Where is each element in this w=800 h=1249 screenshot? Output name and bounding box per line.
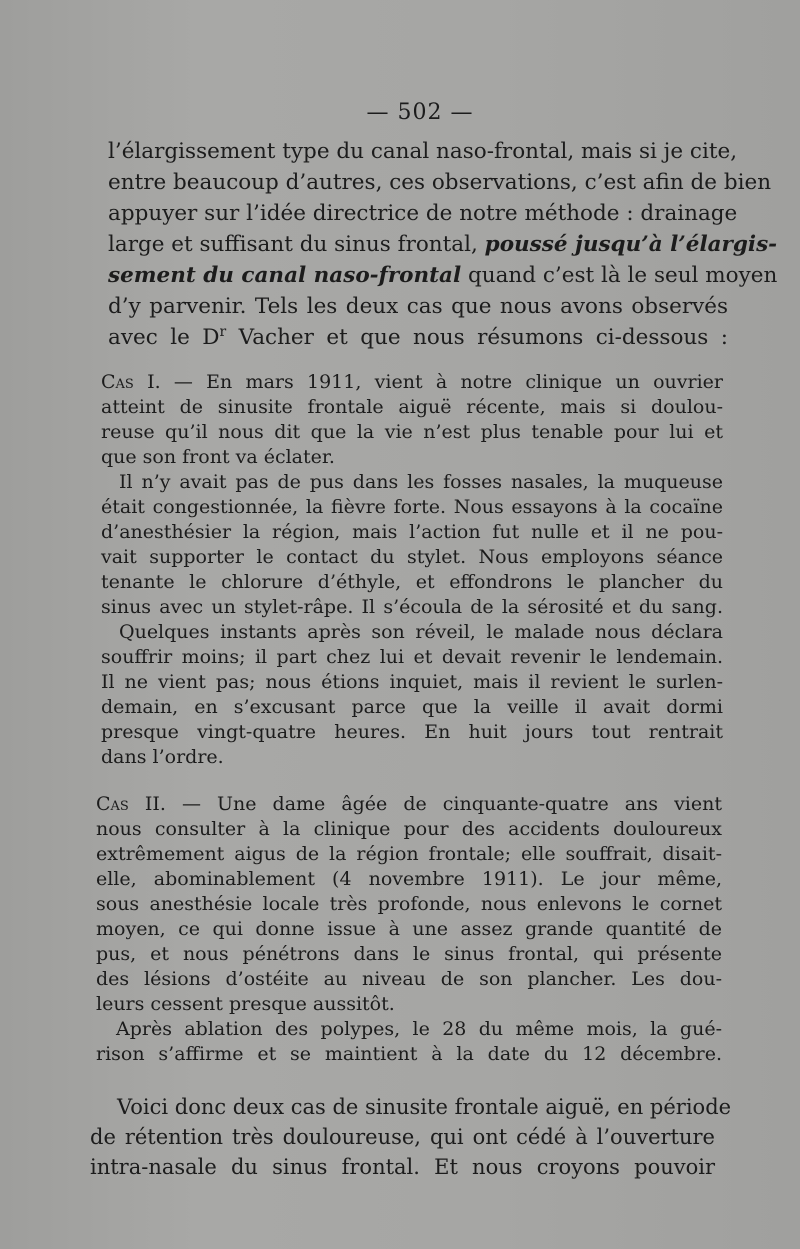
text-line: extrêmement aigus de la région frontale; elle souffrait, disait- bbox=[96, 843, 722, 865]
emphasis-text: poussé jusqu’à l’élargis- bbox=[484, 232, 778, 257]
text-line: de rétention très douloureuse, qui ont cédé à l’ouverture bbox=[90, 1125, 715, 1149]
text-line: vait supporter le contact du stylet. Nous employons séance bbox=[101, 546, 723, 568]
text-line: elle, abominablement (4 novembre 1911). Le jour même, bbox=[96, 868, 722, 890]
text-line: Il ne vient pas; nous étions inquiet, mais il revient le surlen- bbox=[101, 671, 723, 693]
text-line: des lésions d’ostéite au niveau de son plancher. Les dou- bbox=[96, 968, 722, 990]
text-line: presque vingt-quatre heures. En huit jours tout rentrait bbox=[101, 721, 723, 743]
text-line: d’y parvenir. Tels les deux cas que nous avons observés bbox=[108, 294, 728, 319]
text-line: Il n’y avait pas de pus dans les fosses nasales, la muqueuse bbox=[119, 471, 723, 493]
text-line: large et suffisant du sinus frontal, poussé jusqu’à l’élargis- bbox=[108, 232, 778, 257]
text-line: Quelques instants après son réveil, le malade nous déclara bbox=[119, 621, 723, 643]
intro-paragraph bbox=[108, 136, 778, 353]
text-line: tenante le chlorure d’éthyle, et effondrons le plancher du bbox=[101, 571, 723, 593]
text-line: moyen, ce qui donne issue à une assez grande quantité de bbox=[96, 918, 722, 940]
case-label: Cas II. bbox=[96, 793, 166, 815]
case-label: Cas I. bbox=[101, 371, 161, 393]
text-line: avec le $D^r$ Vacher et que nous résumons ci-dessous : bbox=[108, 323, 728, 350]
case-one-section bbox=[101, 370, 723, 770]
text-line: atteint de sinusite frontale aiguë récente, mais si doulou- bbox=[101, 396, 723, 418]
text-line: leurs cessent presque aussitôt. bbox=[96, 993, 395, 1015]
text-line: dans l’ordre. bbox=[101, 746, 224, 768]
text-line: Voici donc deux cas de sinusite frontale aiguë, en période bbox=[117, 1095, 732, 1119]
text-line: pus, et nous pénétrons dans le sinus frontal, qui présente bbox=[96, 943, 722, 965]
text-line: sous anesthésie locale très profonde, nous enlevons le cornet bbox=[96, 893, 722, 915]
text-line: demain, en s’excusant parce que la veille il avait dormi bbox=[101, 696, 723, 718]
superscript: r bbox=[219, 323, 227, 340]
text-line: intra-nasale du sinus frontal. Et nous croyons pouvoir bbox=[90, 1155, 715, 1179]
text-line: Cas II. — Une dame âgée de cinquante-quatre ans vient bbox=[96, 793, 722, 815]
case-two-section bbox=[96, 792, 722, 1067]
page-number: — 502 — bbox=[366, 100, 474, 125]
text-line: appuyer sur l’idée directrice de notre méthode : drainage bbox=[108, 201, 738, 226]
text-line: souffrir moins; il part chez lui et devait revenir le lendemain. bbox=[101, 646, 723, 668]
text-line: était congestionnée, la fièvre forte. Nous essayons à la cocaïne bbox=[101, 496, 723, 518]
text-line: sement du canal naso-frontal quand c’est là le seul moyen bbox=[108, 263, 778, 288]
text-line: nous consulter à la clinique pour des accidents douloureux bbox=[96, 818, 722, 840]
text-line: que son front va éclater. bbox=[101, 446, 335, 468]
text-line: l’élargissement type du canal naso-frontal, mais si je cite, bbox=[108, 139, 738, 164]
emphasis-text: sement du canal naso-frontal bbox=[108, 263, 462, 288]
text-line: Après ablation des polypes, le 28 du même mois, la gué- bbox=[116, 1018, 722, 1040]
text-line: entre beaucoup d’autres, ces observations, c’est afin de bien bbox=[108, 170, 772, 195]
text-line: sinus avec un stylet-râpe. Il s’écoula de la sérosité et du sang. bbox=[101, 596, 723, 618]
conclusion-paragraph bbox=[90, 1092, 732, 1182]
text-line: d’anesthésier la région, mais l’action fut nulle et il ne pou- bbox=[101, 521, 723, 543]
text-line: Cas I. — En mars 1911, vient à notre clinique un ouvrier bbox=[101, 371, 723, 393]
text-line: rison s’affirme et se maintient à la date du 12 décembre. bbox=[96, 1043, 722, 1065]
text-line: reuse qu’il nous dit que la vie n’est plus tenable pour lui et bbox=[101, 421, 723, 443]
